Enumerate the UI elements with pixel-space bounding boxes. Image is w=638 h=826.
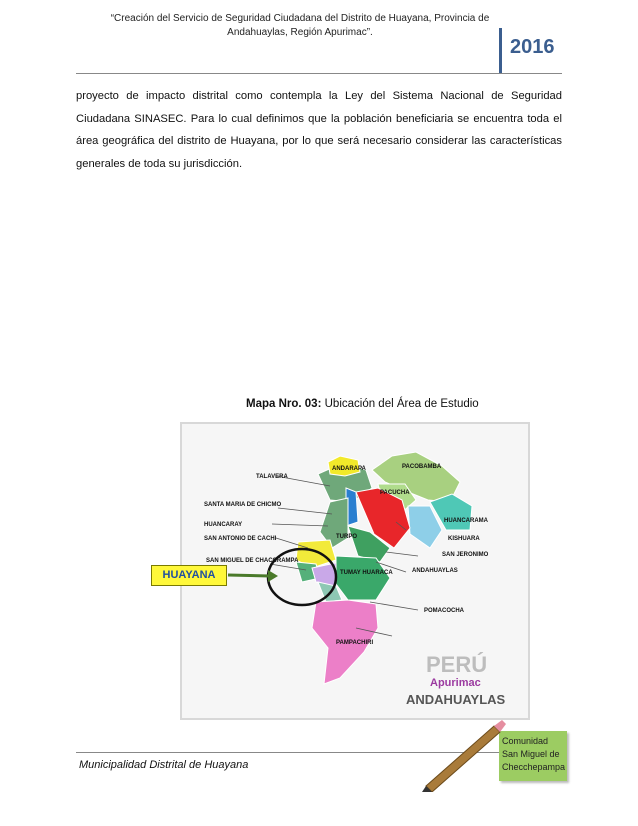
huayana-label: HUAYANA (151, 565, 227, 586)
label-huancaray: HUANCARAY (204, 522, 243, 528)
label-santa-maria-de-chicmo: SANTA MARIA DE CHICMO (204, 502, 282, 508)
label-san-antonio-de-cachi: SAN ANTONIO DE CACHI (204, 536, 277, 542)
label-talavera: TALAVERA (256, 474, 288, 480)
label-huancarama: HUANCARAMA (444, 518, 488, 524)
label-san-jeronimo: SAN JERONIMO (442, 552, 489, 558)
map-figure (180, 422, 530, 720)
brand-country: PERÚ (426, 652, 488, 677)
header-title: “Creación del Servicio de Seguridad Ciudadana del Distrito de Huayana, Provincia de Andahuaylas, Región Apurimac”. (110, 13, 490, 38)
header-year: 2016 (510, 36, 555, 58)
label-pacucha: PACUCHA (380, 490, 410, 496)
label-tumay-huaraca: TUMAY HUARACA (340, 570, 393, 576)
header-separator (499, 28, 502, 74)
map-caption (246, 398, 479, 410)
pencil-icon (420, 712, 510, 792)
label-pomacocha: POMACOCHA (424, 608, 464, 614)
label-andarapa: ANDARAPA (332, 466, 366, 472)
brand-region: Apurimac (430, 677, 481, 689)
huayana-arrow (228, 575, 270, 576)
body-paragraph: proyecto de impacto distrital como contempla la Ley del Sistema Nacional de Seguridad Ciudadana SINASEC. Para lo cual definimos que la población beneficiaria se encuentra toda el área geográfica del distrito de Huayana, por lo que será necesario considerar las características generales de toda su jurisdicción. (76, 90, 562, 170)
caption-label: Mapa Nro. 03: (246, 398, 322, 410)
andahuaylas-map (180, 422, 530, 720)
label-turpo: TURPO (336, 534, 357, 540)
footer-text: Municipalidad Distrital de Huayana (79, 759, 249, 771)
label-kishuara: KISHUARA (448, 536, 480, 542)
label-san-miguel-de-chaccrampa: SAN MIGUEL DE CHACCRAMPA (206, 558, 299, 564)
label-pacobamba: PACOBAMBA (402, 464, 442, 470)
label-andahuaylas: ANDAHUAYLAS (412, 568, 458, 574)
sticky-note: Comunidad San Miguel de Checchepampa (499, 731, 567, 781)
brand-province: ANDAHUAYLAS (406, 692, 506, 707)
label-pampachiri: PAMPACHIRI (336, 640, 374, 646)
header-rule (76, 73, 562, 74)
caption-text: Ubicación del Área de Estudio (321, 398, 479, 410)
